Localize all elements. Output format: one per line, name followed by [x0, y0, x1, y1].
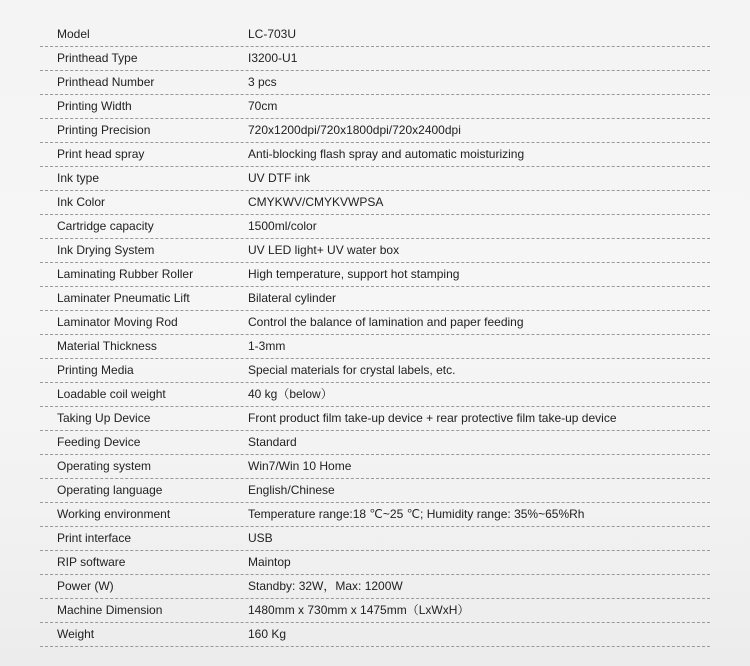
spec-row — [40, 431, 710, 455]
spec-row — [40, 335, 710, 359]
spec-label: Printhead Type — [57, 51, 138, 65]
spec-label: Print head spray — [57, 147, 145, 161]
spec-label: Material Thickness — [57, 339, 157, 353]
spec-row — [40, 383, 710, 407]
spec-value: Maintop — [248, 555, 291, 569]
spec-value: USB — [248, 531, 273, 545]
spec-row — [40, 47, 710, 71]
spec-label: Machine Dimension — [57, 603, 163, 617]
spec-label: RIP software — [57, 555, 126, 569]
spec-label: Power (W) — [57, 579, 114, 593]
spec-row — [40, 287, 710, 311]
spec-value: Anti-blocking flash spray and automatic moisturizing — [248, 147, 525, 161]
spec-row — [40, 143, 710, 167]
spec-label: Ink Color — [57, 195, 106, 209]
spec-label: Printing Precision — [57, 123, 151, 137]
spec-row — [40, 575, 710, 599]
spec-label: Laminating Rubber Roller — [57, 267, 194, 281]
spec-label: Taking Up Device — [57, 411, 151, 425]
spec-label: Print interface — [57, 531, 132, 545]
spec-value: 160 Kg — [248, 627, 287, 641]
spec-row — [40, 359, 710, 383]
spec-row — [40, 167, 710, 191]
spec-row — [40, 191, 710, 215]
spec-label: Ink type — [57, 171, 100, 185]
spec-value: 1500ml/color — [248, 219, 317, 233]
spec-row — [40, 215, 710, 239]
spec-row — [40, 503, 710, 527]
spec-row — [40, 479, 710, 503]
spec-row — [40, 527, 710, 551]
spec-value: UV LED light+ UV water box — [248, 243, 400, 257]
spec-value: 3 pcs — [248, 75, 277, 89]
spec-value: English/Chinese — [248, 483, 335, 497]
spec-value: 70cm — [248, 99, 278, 113]
spec-value: Standard — [248, 435, 297, 449]
spec-label: Cartridge capacity — [57, 219, 154, 233]
spec-value: Win7/Win 10 Home — [248, 459, 352, 473]
spec-row — [40, 263, 710, 287]
spec-row — [40, 455, 710, 479]
spec-row — [40, 407, 710, 431]
spec-row — [40, 71, 710, 95]
spec-label: Weight — [57, 627, 95, 641]
spec-label: Operating language — [57, 483, 163, 497]
spec-label: Printhead Number — [57, 75, 155, 89]
spec-value: Temperature range:18 ℃~25 ℃; Humidity range: 35%~65%Rh — [248, 507, 585, 521]
spec-row — [40, 95, 710, 119]
spec-value: Front product film take-up device + rear protective film take-up device — [248, 411, 617, 425]
spec-label: Laminater Pneumatic Lift — [57, 291, 190, 305]
spec-value: 1-3mm — [248, 339, 286, 353]
spec-label: Printing Width — [57, 99, 132, 113]
spec-row — [40, 623, 710, 647]
spec-row — [40, 23, 710, 47]
spec-label: Printing Media — [57, 363, 134, 377]
spec-row — [40, 239, 710, 263]
spec-label: Model — [57, 27, 90, 41]
spec-value: 720x1200dpi/720x1800dpi/720x2400dpi — [248, 123, 461, 137]
spec-row — [40, 599, 710, 623]
spec-label: Laminator Moving Rod — [57, 315, 178, 329]
spec-label: Working environment — [57, 507, 171, 521]
spec-row — [40, 551, 710, 575]
spec-value: LC-703U — [248, 27, 297, 41]
spec-label: Operating system — [57, 459, 152, 473]
spec-value: Bilateral cylinder — [248, 291, 337, 305]
spec-label: Feeding Device — [57, 435, 141, 449]
spec-value: 1480mm x 730mm x 1475mm（LxWxH） — [248, 603, 470, 617]
spec-row — [40, 119, 710, 143]
spec-value: Special materials for crystal labels, etc. — [248, 363, 456, 377]
spec-row — [40, 311, 710, 335]
spec-value: I3200-U1 — [248, 51, 298, 65]
spec-label: Loadable coil weight — [57, 387, 166, 401]
spec-value: UV DTF ink — [248, 171, 311, 185]
spec-label: Ink Drying System — [57, 243, 155, 257]
spec-value: CMYKWV/CMYKVWPSA — [248, 195, 384, 209]
spec-value: High temperature, support hot stamping — [248, 267, 460, 281]
spec-table — [40, 23, 710, 647]
spec-value: Control the balance of lamination and paper feeding — [248, 315, 524, 329]
spec-value: Standby: 32W，Max: 1200W — [248, 579, 403, 593]
spec-value: 40 kg（below） — [248, 387, 333, 401]
